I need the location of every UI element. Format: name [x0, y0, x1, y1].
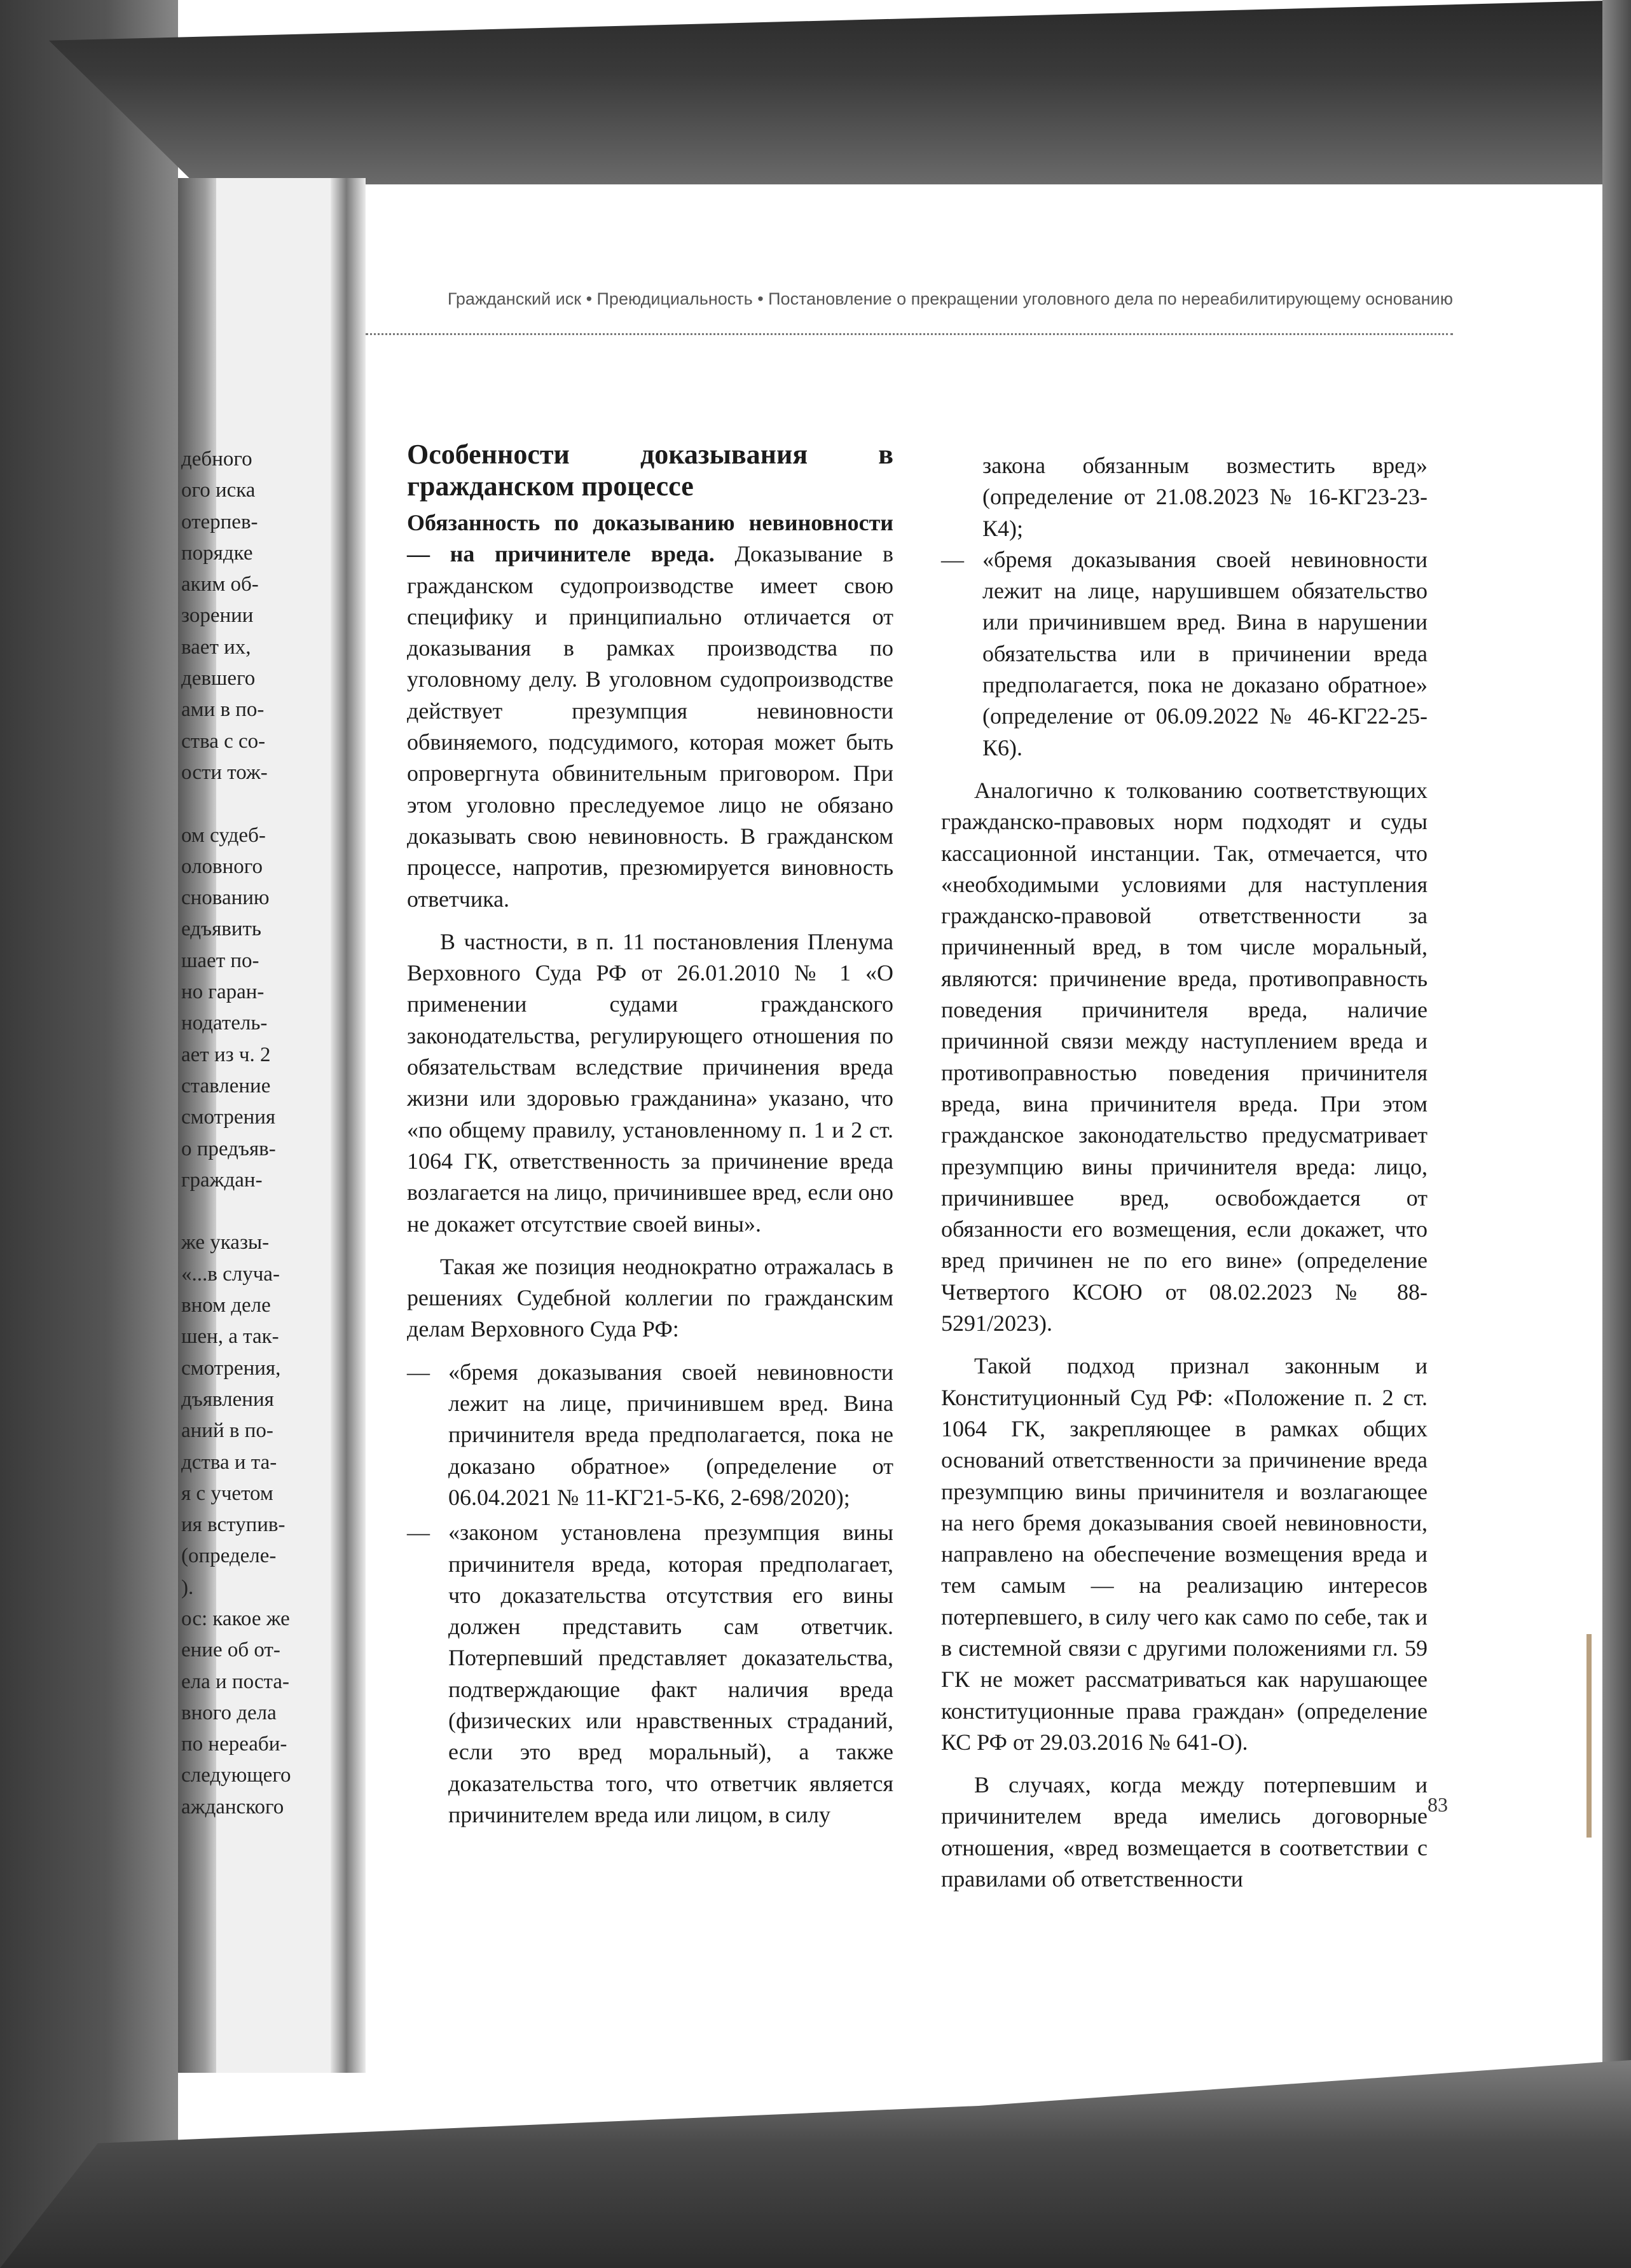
dash-marker: — — [941, 546, 964, 572]
left-page-line: граждан- — [181, 1168, 263, 1192]
dash-marker: — — [407, 1359, 430, 1385]
left-page-line: дебного — [181, 448, 252, 471]
left-page-line: ия вступив- — [181, 1513, 286, 1537]
left-page-line: ства с со- — [181, 729, 266, 753]
right-column — [941, 450, 1428, 1906]
left-page-line: ение об от- — [181, 1639, 280, 1662]
left-page-line: дъявления — [181, 1387, 274, 1411]
left-page-line: ами в по- — [181, 698, 265, 722]
left-page-line: по нереаби- — [181, 1733, 287, 1756]
left-page-line: (определе- — [181, 1544, 277, 1568]
left-page-line: шен, а так- — [181, 1325, 279, 1349]
paragraph — [407, 507, 893, 915]
list-item — [941, 544, 1428, 764]
paragraph: Такой подход признал законным и Конституционный Суд РФ: «Положение п. 2 ст. 1064 ГК, закрепляющее в рамках общих оснований ответственности за причинение вреда презумпцию вины причинителя и возлагающее на него бремя доказывания своей невиновности, направлено на обеспечение возмещения вреда и тем самым — на реализацию интересов потерпевшего, в силу чего как само по себе, так и в системной связи с другими положениями гл. 59 ГК не может рассматриваться как нарушающее конституционные права граждан» (определение КС РФ от 29.03.2016 № 641-О). — [941, 1353, 1428, 1755]
left-page-gap — [181, 788, 308, 820]
paragraph: Аналогично к толкованию соответствующих гражданско-правовых норм подходят и суды кассационной инстанции. Так, отмечается, что «необходимыми условиями для наступления гражданско-правовой ответственности за причиненный вред, в том числе моральный, являются: причинение вреда, противоправность поведения причинителя вреда, наличие причинной связи между наступлением вреда и противоправностью поведения причинителя вреда, вина причинителя вреда. При этом гражданское законодательство предусматривает презумпцию вины причинителя вреда: лицо, причинившее вред, освобождается от обязанности его возмещения, если докажет, что вред причинен не по его вине» (определение Четвертого КСОЮ от 08.02.2023 № 88-5291/2023). — [941, 777, 1428, 1337]
left-page-line: дства и та- — [181, 1450, 277, 1474]
list-item-text: «бремя доказывания своей невиновности лежит на лице, нарушившем обязательство или причинившем вред. Вина в нарушении обязательства или в причинении вреда предполагается, пока не доказано обратное» (определение от 06.09.2022 № 46-КГ22-25-К6). — [982, 546, 1428, 760]
scan-edge-left — [0, 0, 178, 2268]
left-page-line: вном деле — [181, 1294, 271, 1317]
list-item-continuation — [941, 450, 1428, 544]
scan-edge-bottom — [0, 2060, 1631, 2268]
left-page-line: вного дела — [181, 1701, 277, 1724]
left-page-line: же указы- — [181, 1231, 270, 1254]
left-page-line: ого иска — [181, 479, 256, 502]
left-page-line: «...в случа- — [181, 1262, 280, 1286]
left-page-line: ). — [181, 1576, 194, 1599]
left-page-line: ела и поста- — [181, 1670, 290, 1693]
left-page-line: ости тож- — [181, 760, 268, 784]
left-page-line: едъявить — [181, 918, 261, 941]
left-page-line: аний в по- — [181, 1419, 273, 1443]
list-item-text: «бремя доказывания своей невиновности лежит на лице, причинившем вред. Вина причинителя вреда предполагается, пока не доказано обратное» (определение от 06.04.2021 № 11-КГ21-5-К6, 2-698/2020); — [448, 1359, 893, 1510]
dash-marker: — — [407, 1520, 430, 1546]
left-page-line: оловного — [181, 855, 263, 878]
lead-heading: Обязанность по доказыванию невиновности — на причинителе вреда. — [407, 510, 893, 567]
left-page-line: девшего — [181, 667, 256, 691]
paragraph: Такая же позиция неоднократно отражалась в решениях Судебной коллегии по гражданским делам Верховного Суда РФ: — [407, 1253, 893, 1342]
left-page-gap — [181, 1196, 308, 1227]
list-item-text: закона обязанным возместить вред» (определение от 21.08.2023 № 16-КГ23-23-К4); — [982, 453, 1428, 541]
left-page-line: о предъяв- — [181, 1137, 276, 1160]
left-page-line: порядке — [181, 541, 253, 565]
left-column — [407, 439, 893, 1834]
gutter-fold — [331, 178, 366, 2073]
left-page-line: зорении — [181, 604, 254, 628]
section-title: Особенности доказывания в гражданском процессе — [407, 439, 893, 502]
page-edge-mark — [1586, 1634, 1592, 1838]
paragraph: В частности, в п. 11 постановления Пленума Верховного Суда РФ от 26.01.2010 № 1 «О применении судами гражданского законодательства, регулирующего отношения по обязательствам вследствие причинения вреда жизни или здоровью гражданина» указано, что «по общему правилу, установленному п. 1 и 2 ст. 1064 ГК, ответственность за причинение вреда возлагается на лицо, причинившее вред, если оно не докажет отсутствие своей вины». — [407, 928, 893, 1237]
left-page-line: ос: какое же — [181, 1607, 290, 1630]
page — [366, 191, 1596, 2060]
left-page-line: но гаран- — [181, 980, 265, 1004]
left-page-line: нодатель- — [181, 1012, 268, 1035]
header-rule — [366, 333, 1453, 335]
left-page-line: ажданского — [181, 1795, 284, 1818]
list-item — [407, 1517, 893, 1831]
page-number: 83 — [1428, 1793, 1448, 1816]
left-page-line: снованию — [181, 886, 270, 910]
paragraph: В случаях, когда между потерпевшим и причинителем вреда имелись договорные отношения, «вред возмещается в соответствии с правилами об ответственности — [941, 1772, 1428, 1892]
left-page-line: отерпев- — [181, 510, 258, 533]
scan-edge-right — [1602, 0, 1631, 2268]
paragraph-text: Доказывание в гражданском судопроизводстве имеет свою специфику и принципиально отличается от доказывания в рамках производства по уголовному делу. В уголовном судопроизводстве действует презумпция невиновности обвиняемого, подсудимого, которая может быть опровергнута обвинительным приговором. При этом уголовно преследуемое лицо не обязано доказывать свою невиновность. В гражданском процессе, напротив, презюмируется виновность ответчика. — [407, 541, 893, 912]
list-item-text: «законом установлена презумпция вины причинителя вреда, которая предполагает, что доказательства отсутствия его вины должен представить сам ответчик. Потерпевший представляет доказательства, подтверждающие факт наличия вреда (физических или нравственных страданий, если это вред моральный), а также доказательства того, что ответчик является причинителем вреда или лицом, в силу — [448, 1520, 893, 1827]
left-page-line: я с учетом — [181, 1481, 273, 1505]
left-page-line: ает из ч. 2 — [181, 1043, 271, 1066]
scan-edge-top — [0, 0, 1631, 184]
left-page-line: смотрения, — [181, 1356, 281, 1380]
left-page-line: шает по- — [181, 949, 259, 972]
left-page-line: аким об- — [181, 573, 259, 596]
running-head: Гражданский иск • Преюдициальность • Постановление о прекращении уголовного дела по нереабилитирующему основанию — [447, 289, 1453, 308]
left-page-text — [181, 444, 308, 1823]
left-page-line: смотрения — [181, 1106, 276, 1129]
left-page-line: следующего — [181, 1764, 291, 1787]
list-item — [407, 1357, 893, 1513]
left-page-line: ом судеб- — [181, 823, 266, 847]
left-page-line: вает их, — [181, 635, 251, 659]
left-page-line: ставление — [181, 1074, 271, 1097]
